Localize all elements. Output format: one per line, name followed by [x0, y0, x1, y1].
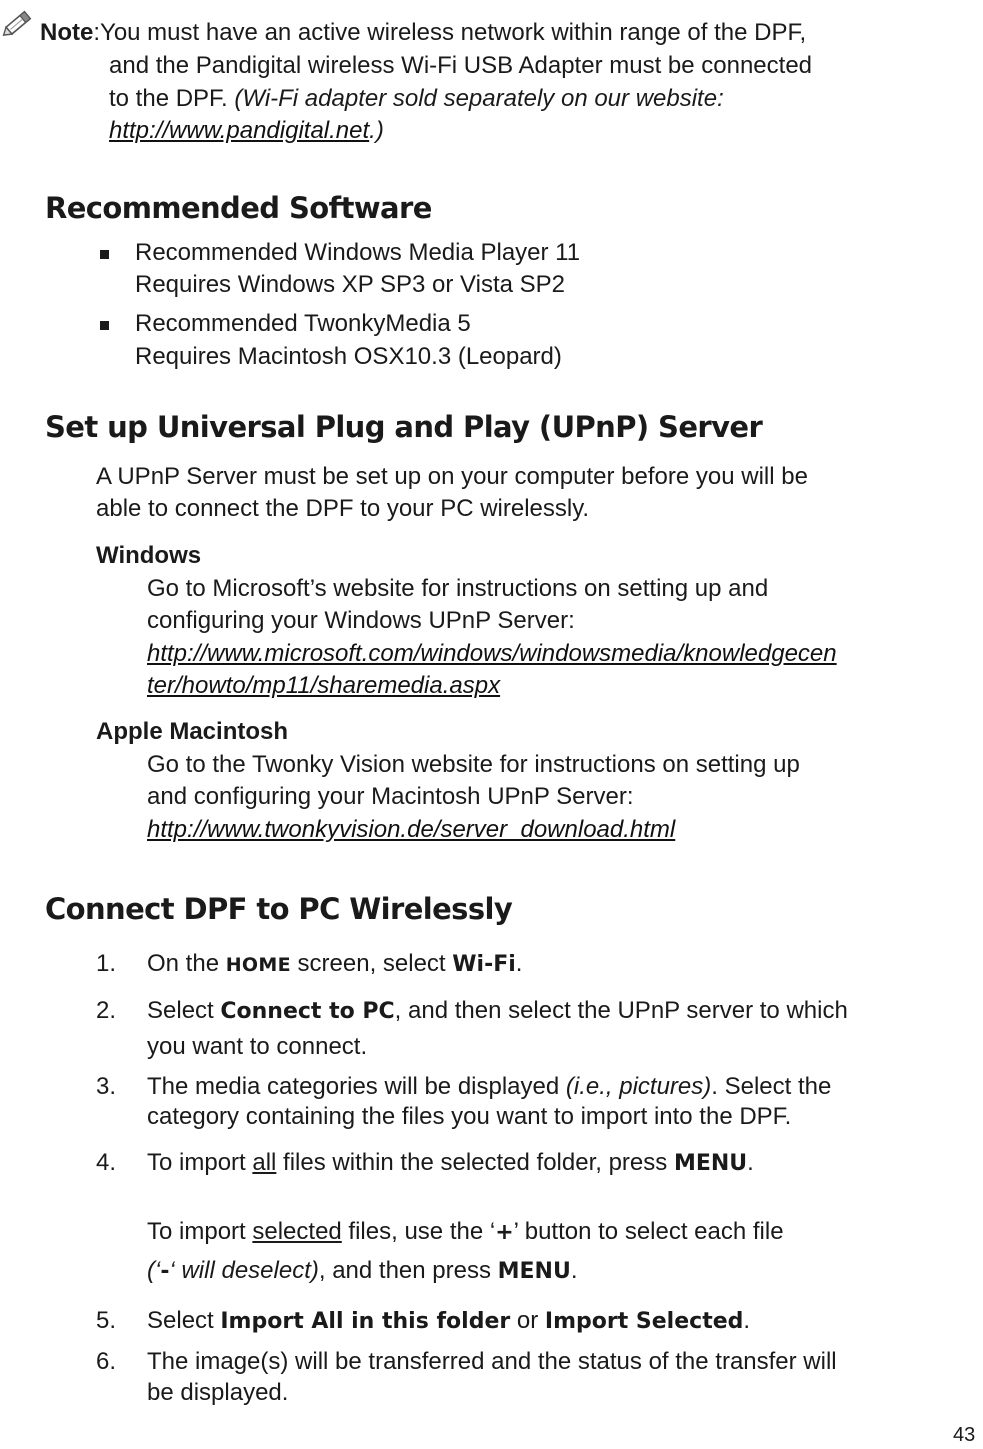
import-selected-option: Import Selected	[544, 1309, 744, 1334]
note-line-3: to the DPF. (Wi-Fi adapter sold separately on our website:	[109, 85, 724, 112]
microsoft-link-part-1[interactable]: http://www.microsoft.com/windows/windowsmedia/knowledgecen	[147, 640, 837, 667]
note-line-4: http://www.pandigital.net.)	[109, 117, 384, 144]
step-number: 5.	[96, 1307, 117, 1334]
windows-line-2: configuring your Windows UPnP Server:	[147, 607, 575, 634]
upnp-intro-1: A UPnP Server must be set up on your computer before you will be	[96, 463, 808, 490]
step-number: 6.	[96, 1348, 117, 1375]
import-all-option: Import All in this folder	[220, 1309, 511, 1334]
step-number: 4.	[96, 1149, 117, 1176]
step-number: 2.	[96, 997, 117, 1024]
step-2-line-1: Select Connect to PC, and then select the UPnP server to which	[147, 997, 848, 1024]
note-line-2: and the Pandigital wireless Wi-Fi USB Adapter must be connected	[109, 52, 813, 79]
step-number: 3.	[96, 1073, 117, 1100]
step-3-line-2: category containing the files you want to import into the DPF.	[147, 1103, 792, 1130]
note-pencil-icon	[2, 4, 38, 40]
step-6-line-1: The image(s) will be transferred and the status of the transfer will	[147, 1348, 837, 1375]
plus-key: +	[495, 1220, 514, 1245]
mac-title: Apple Macintosh	[96, 718, 289, 745]
step-number: 1.	[96, 950, 117, 977]
windows-title: Windows	[96, 542, 202, 569]
home-key: HOME	[225, 954, 291, 976]
mac-line-2: and configuring your Macintosh UPnP Server:	[147, 783, 634, 810]
microsoft-link-part-2[interactable]: ter/howto/mp11/sharemedia.aspx	[147, 672, 501, 699]
step-4-line-3: (‘-‘ will deselect), and then press MENU.	[147, 1257, 578, 1284]
step-3-line-1: The media categories will be displayed (i.e., pictures). Select the	[147, 1073, 832, 1100]
page-number: 43	[953, 1424, 976, 1446]
upnp-heading: Set up Universal Plug and Play (UPnP) Server	[45, 410, 763, 444]
step-5-line: Select Import All in this folder or Import Selected.	[147, 1307, 751, 1334]
mac-line-1: Go to the Twonky Vision website for instructions on setting up	[147, 751, 800, 778]
menu-key: MENU	[673, 1151, 748, 1176]
recommended-software-heading: Recommended Software	[45, 191, 432, 225]
bullet-icon	[100, 321, 109, 330]
step-1-line: On the HOME screen, select Wi-Fi.	[147, 950, 523, 977]
bullet-icon	[100, 250, 109, 259]
twonky-link[interactable]: http://www.twonkyvision.de/server_download.html	[147, 816, 676, 843]
step-2-line-2: you want to connect.	[147, 1033, 368, 1060]
note-label: Note	[40, 19, 94, 46]
software-item-req: Requires Macintosh OSX10.3 (Leopard)	[135, 343, 562, 370]
windows-line-1: Go to Microsoft’s website for instructions on setting up and	[147, 575, 769, 602]
minus-key: -	[160, 1259, 170, 1284]
note-line-1: Note:You must have an active wireless network within range of the DPF,	[40, 19, 807, 46]
connect-to-pc-option: Connect to PC	[220, 999, 395, 1024]
step-4-line-2: To import selected files, use the ‘+’ button to select each file	[147, 1218, 784, 1245]
step-4-line-1: To import all files within the selected folder, press MENU.	[147, 1149, 754, 1176]
menu-key: MENU	[497, 1259, 571, 1284]
wifi-option: Wi-Fi	[452, 952, 516, 977]
pandigital-link[interactable]: http://www.pandigital.net	[109, 117, 370, 144]
upnp-intro-2: able to connect the DPF to your PC wirelessly.	[96, 495, 590, 522]
connect-heading: Connect DPF to PC Wirelessly	[45, 892, 513, 926]
software-item-req: Requires Windows XP SP3 or Vista SP2	[135, 271, 565, 298]
step-6-line-2: be displayed.	[147, 1379, 289, 1406]
software-item-title: Recommended Windows Media Player 11	[135, 239, 581, 266]
software-item-title: Recommended TwonkyMedia 5	[135, 310, 471, 337]
